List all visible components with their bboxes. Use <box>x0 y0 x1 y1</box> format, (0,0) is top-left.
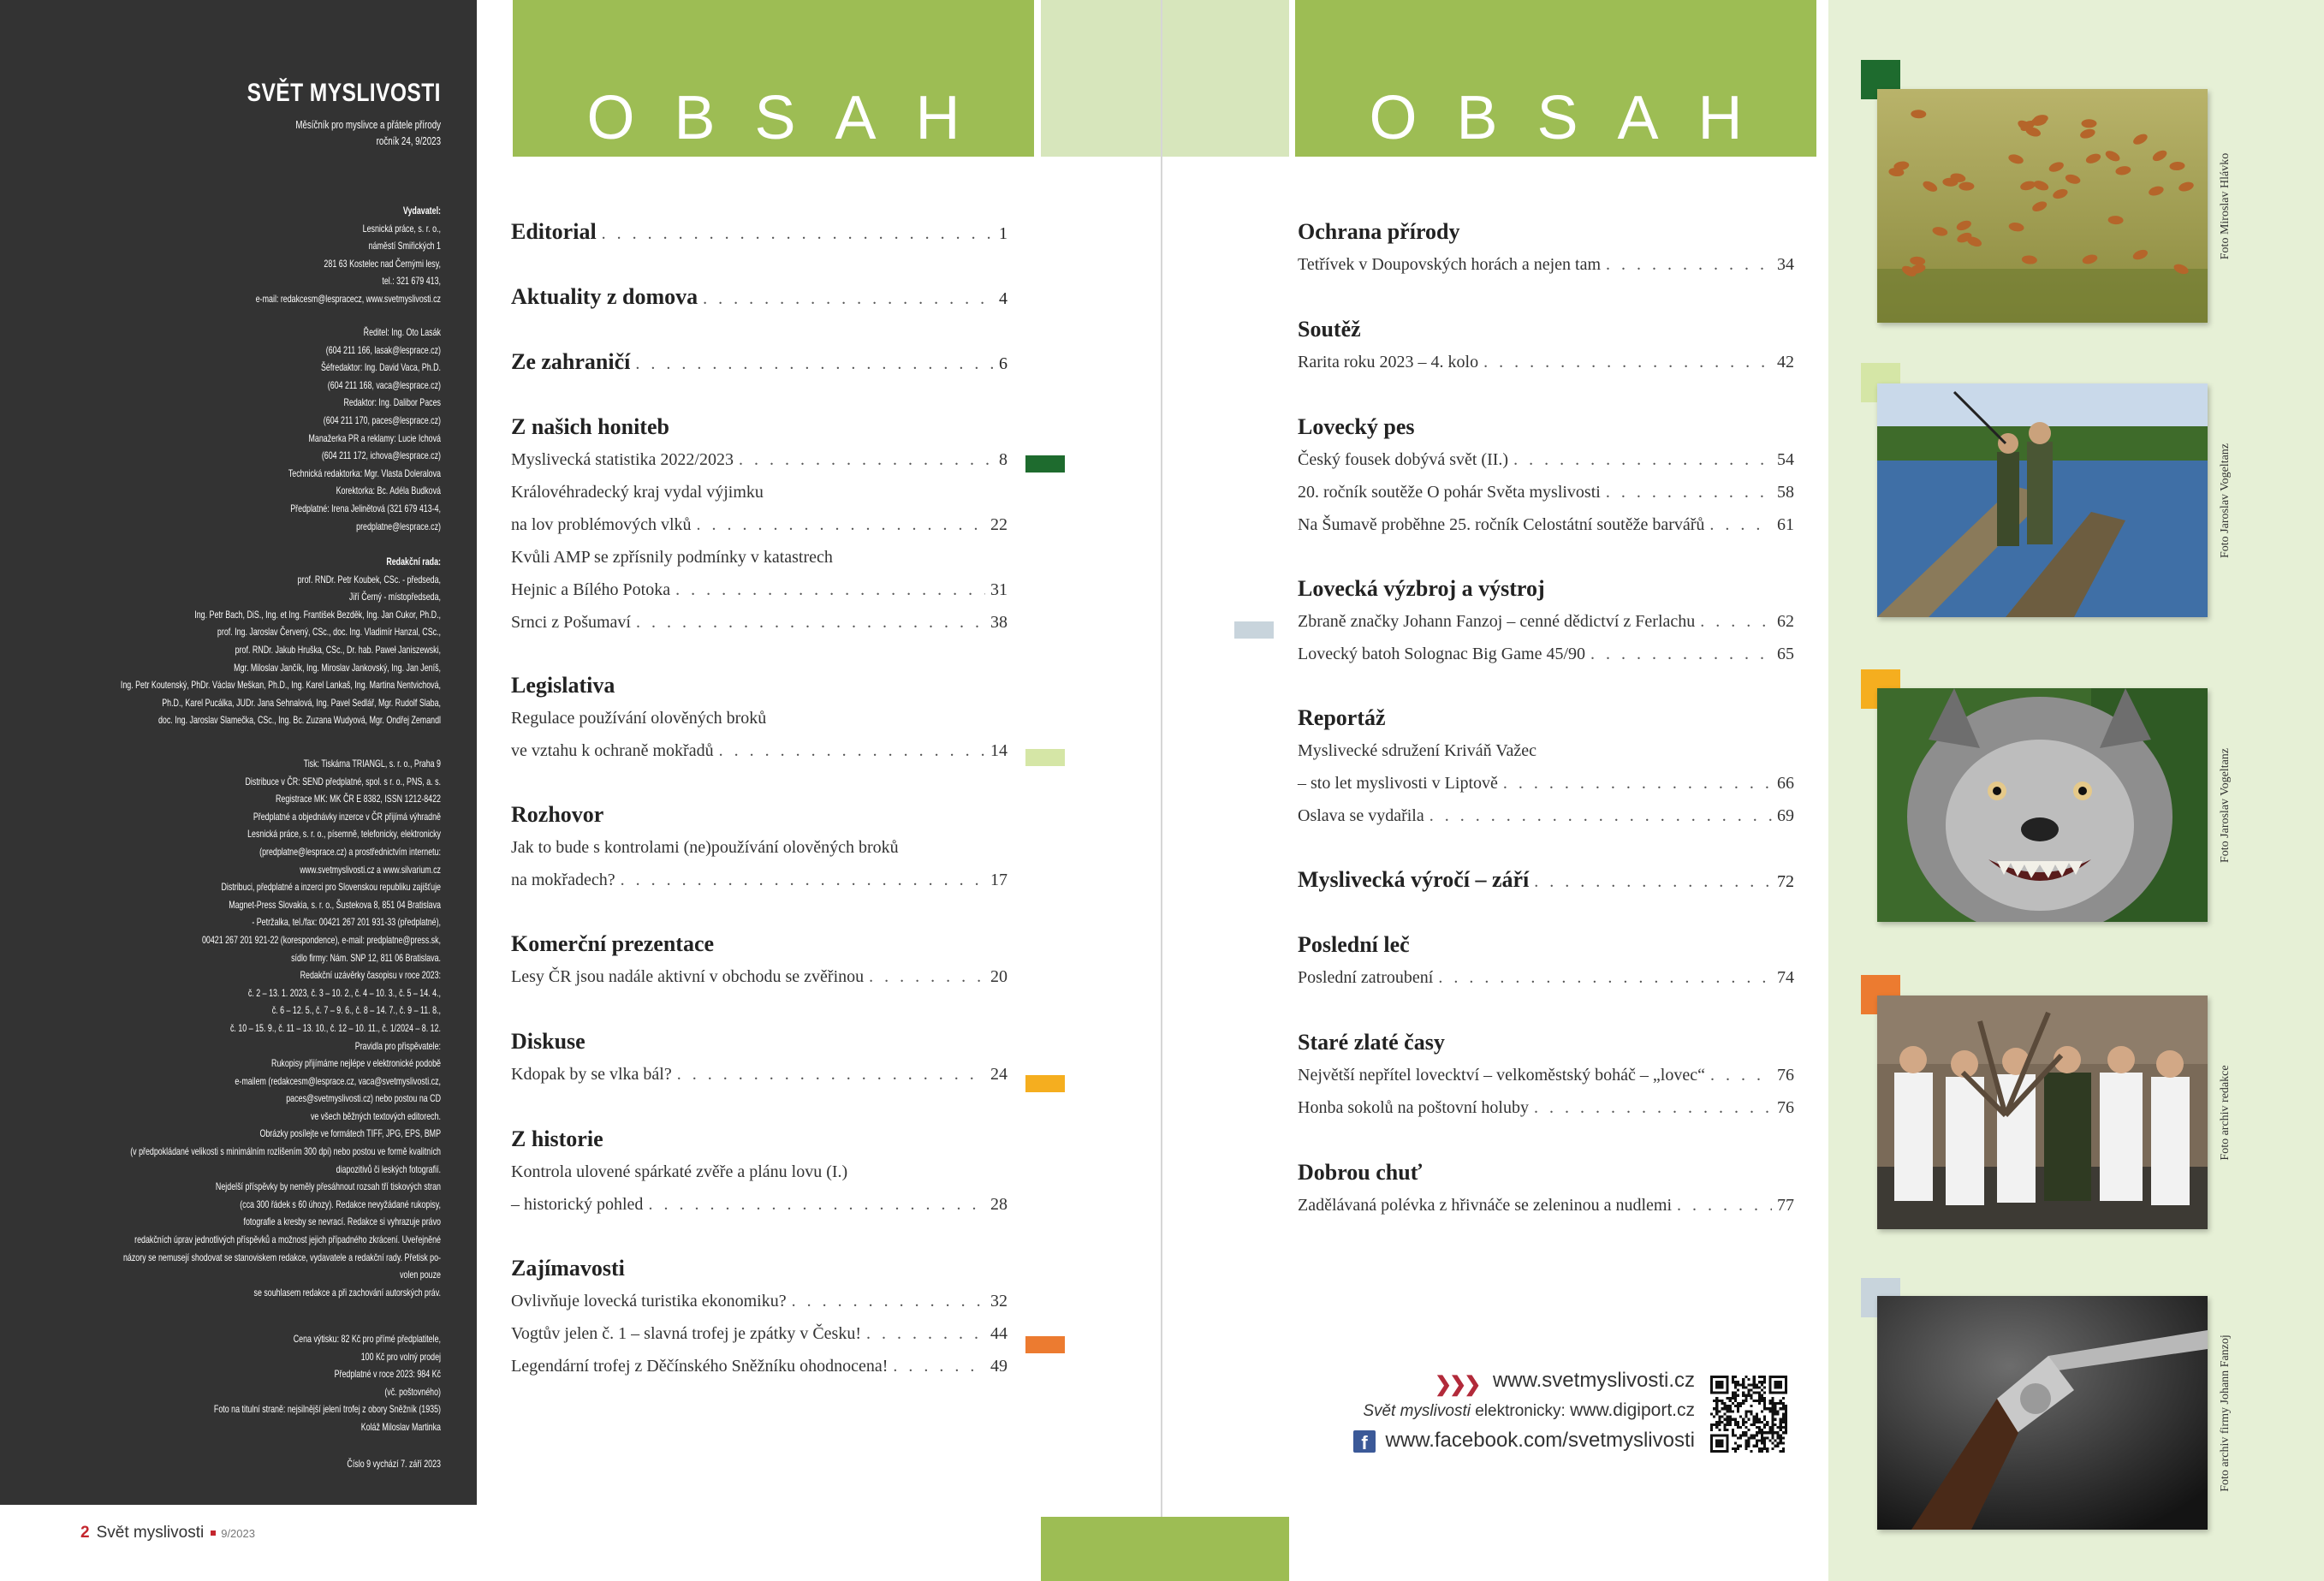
toc-section <box>511 219 1007 252</box>
photo-credit-text: Foto archiv firmy Johann Fanzoj <box>2219 1334 2232 1492</box>
toc-leader-dots <box>697 512 985 538</box>
toc-section <box>1298 932 1794 997</box>
section-color-marker <box>1234 621 1274 639</box>
toc-section <box>511 931 1007 996</box>
masthead-line: Nejdelší příspěvky by neměly přesáhnout rozsah tří tiskových stran <box>215 1180 441 1193</box>
toc-leader-dots <box>602 221 994 247</box>
toc-section-title-text: Myslivecká výročí – září <box>1298 867 1530 892</box>
toc-leader-dots <box>1438 965 1772 990</box>
toc-section-title[interactable] <box>511 219 1007 252</box>
masthead-line: Korektorka: Bc. Adéla Budková <box>336 484 441 497</box>
toc-page-number: 76 <box>1777 1066 1794 1085</box>
arrow-chevrons-icon: ❯❯❯ <box>1435 1373 1479 1396</box>
toc-leader-dots <box>636 609 985 635</box>
masthead-line: (v předpokládané velikosti s minimálním rozlišením 300 dpi) nebo postou ve formě kvalitních <box>130 1145 441 1158</box>
toc-entry-title: ve vztahu k ochraně mokřadů <box>511 741 714 760</box>
toc-page-number: 44 <box>990 1324 1007 1343</box>
page-number: 2 <box>80 1524 90 1542</box>
toc-section <box>511 414 1007 642</box>
toc-entry[interactable] <box>1298 479 1794 512</box>
price-block <box>0 1330 441 1436</box>
masthead-line: fotografie a kresby se nevrací. Redakce si vyhrazuje právo <box>243 1215 441 1228</box>
masthead-line: ve všech běžných textových editorech. <box>310 1109 441 1122</box>
toc-section <box>1298 219 1794 284</box>
toc-section-title[interactable]: Reportáž <box>1298 705 1386 730</box>
toc-entry[interactable] <box>1298 770 1794 803</box>
toc-section <box>511 1126 1007 1224</box>
masthead-line: se souhlasem redakce a při zachování autorských práv. <box>253 1286 441 1299</box>
masthead-line: Ing. Petr Koutenský, PhDr. Václav Meškan, Ph.D., Ing. Karel Lankaš, Ing. Martina Nentvichová, <box>120 679 442 692</box>
masthead-line: Ph.D., Karel Pucálka, JUDr. Jana Sehnalová, Ing. Pavel Sedlář, Mgr. Rudolf Slaba, <box>162 696 441 709</box>
masthead-line: (vč. poštovného) <box>384 1385 441 1398</box>
toc-entry-title: – historický pohled <box>511 1195 644 1214</box>
toc-leader-dots <box>739 447 992 473</box>
toc-entry-title: Zbraně značky Johann Fanzoj – cenné dědictví z Ferlachu <box>1298 612 1696 631</box>
toc-section <box>511 1256 1007 1386</box>
toc-entry[interactable] <box>511 1353 1007 1386</box>
masthead-subtitle <box>47 117 441 150</box>
toc-section-title[interactable] <box>511 284 1007 317</box>
toc-leader-dots <box>1710 1062 1772 1088</box>
toc-leader-dots <box>677 1061 985 1087</box>
toc-entry-title: Zadělávaná polévka z hřivnáče se zeleninou a nudlemi <box>1298 1196 1673 1215</box>
toc-page-number: 22 <box>990 515 1007 534</box>
toc-section <box>1298 414 1794 544</box>
toc-entry-title: Královéhradecký kraj vydal výjimku <box>511 483 764 502</box>
publisher-block <box>0 202 441 308</box>
toc-leader-dots <box>1483 349 1772 375</box>
toc-entry[interactable] <box>1298 738 1794 770</box>
toc-section-title-text: Editorial <box>511 219 597 244</box>
masthead-line: (604 211 170, paces@lesprace.cz) <box>323 413 441 426</box>
toc-entry[interactable] <box>511 1321 1007 1353</box>
toc-entry[interactable] <box>511 964 1007 996</box>
masthead-line: Předplatné a objednávky inzerce v ČR přijímá výhradně <box>253 810 441 823</box>
toc-entry-title: Lesy ČR jsou nadále aktivní v obchodu se zvěřinou <box>511 967 865 986</box>
masthead-line: Distribuci, předplatné a inzerci pro Slovenskou republiku zajišťuje <box>221 881 441 894</box>
masthead-line: Redakční uzávěrky časopisu v roce 2023: <box>300 969 441 982</box>
toc-section-title[interactable]: Rozhovor <box>511 802 604 827</box>
page-folio <box>80 1524 255 1542</box>
toc-page-number: 62 <box>1777 612 1794 631</box>
toc-entry-title: Kvůli AMP se zpřísnily podmínky v katastrech <box>511 548 833 567</box>
toc-page-number: 6 <box>999 354 1007 373</box>
toc-section-title[interactable]: Ochrana přírody <box>1298 219 1460 244</box>
release-text: Číslo 9 vychází 7. září 2023 <box>347 1458 441 1470</box>
toc-entry[interactable] <box>1298 1192 1794 1225</box>
masthead-line: www.svetmyslivosti.cz a www.silvarium.cz <box>300 863 441 876</box>
toc-section-title[interactable]: Legislativa <box>511 673 615 698</box>
masthead-line: Rukopisy přijímáme nejlépe v elektronické podobě <box>271 1057 441 1070</box>
photo-credit <box>2208 688 2243 922</box>
masthead-line: (604 211 166, lasak@lesprace.cz) <box>325 343 441 356</box>
toc-section-title[interactable]: Dobrou chuť <box>1298 1160 1423 1185</box>
toc-leader-dots <box>1429 803 1772 829</box>
toc-leader-dots <box>1513 447 1772 473</box>
masthead-line: Jiří Černý - místopředseda, <box>348 591 441 603</box>
digital-text: elektronicky: <box>1470 1402 1571 1420</box>
header-spacer-block <box>1041 0 1289 157</box>
contents-heading: OBSAH <box>586 84 1000 152</box>
toc-entry-title: Na Šumavě proběhne 25. ročník Celostátní soutěže barvářů <box>1298 515 1705 534</box>
toc-entry-title: Rarita roku 2023 – 4. kolo <box>1298 353 1479 371</box>
masthead-line: Foto na titulní straně: nejsilnější jelení trofej z obory Sněžník (1935) <box>213 1403 441 1416</box>
photo-men-with-trophy <box>1877 996 2208 1229</box>
toc-leader-dots <box>1503 770 1772 796</box>
digital-edition-line <box>1363 1398 1695 1424</box>
toc-section-title[interactable]: Komerční prezentace <box>511 931 715 956</box>
toc-entry[interactable] <box>511 512 1007 544</box>
toc-leader-dots <box>893 1353 985 1379</box>
masthead-line: Obrázky posílejte ve formátech TIFF, JPG, EPS, BMP <box>259 1127 441 1140</box>
photo-credit <box>2208 383 2243 617</box>
toc-page-number: 74 <box>1777 968 1794 987</box>
masthead-line: Technická redaktorka: Mgr. Vlasta Doleralova <box>288 467 441 479</box>
toc-entry[interactable] <box>1298 965 1794 997</box>
toc-page-number: 49 <box>990 1357 1007 1376</box>
toc-entry[interactable] <box>511 609 1007 642</box>
photo-hunters-lake <box>1877 383 2208 617</box>
masthead-line: doc. Ing. Jaroslav Slamečka, CSc., Ing. Bc. Zuzana Wudyová, Mgr. Ondřej Zemandl <box>158 714 441 727</box>
masthead-line: volen pouze <box>400 1269 441 1281</box>
contents-heading: OBSAH <box>1369 84 1782 152</box>
masthead-line: Šéfredaktor: Ing. David Vaca, Ph.D. <box>320 361 441 374</box>
masthead-line: Předplatné v roce 2023: 984 Kč <box>334 1368 441 1381</box>
toc-section-title[interactable] <box>1298 867 1794 900</box>
toc-entry-title: Srnci z Pošumaví <box>511 613 631 632</box>
masthead-line: Tisk: Tiskárna TRIANGL, s. r. o., Praha 9 <box>303 758 441 770</box>
toc-entry[interactable] <box>511 577 1007 609</box>
toc-entry[interactable] <box>511 867 1007 900</box>
toc-leader-dots <box>1590 641 1772 667</box>
masthead-line: (predplatne@lesprace.cz) a prostřednictvím internetu: <box>259 845 441 858</box>
masthead-line: prof. Ing. Jaroslav Červený, CSc., doc. Ing. Vladimír Hanzal, CSc., <box>217 626 441 639</box>
toc-entry-title: – sto let myslivosti v Liptově <box>1298 774 1498 793</box>
masthead-line: prof. RNDr. Petr Koubek, CSc. - předseda, <box>297 573 441 585</box>
toc-leader-dots <box>792 1288 985 1314</box>
toc-entry-title: na lov problémových vlků <box>511 515 692 534</box>
masthead-line: e-mailem (redakcesm@lesprace.cz, vaca@svetmyslivosti.cz, <box>235 1074 441 1087</box>
digiport-link[interactable]: www.digiport.cz <box>1570 1400 1695 1420</box>
toc-entry[interactable] <box>511 1192 1007 1224</box>
masthead-line: č. 6 – 12. 5., č. 7 – 9. 6., č. 8 – 14. 7., č. 9 – 11. 8., <box>271 1004 441 1017</box>
masthead-column <box>0 0 477 1505</box>
toc-entry-title: Legendární trofej z Děčínského Sněžníku ohodnocena! <box>511 1357 889 1376</box>
masthead-line: Redaktor: Ing. Dalibor Paces <box>343 396 441 409</box>
masthead-line: Registrace MK: MK ČR E 8382, ISSN 1212-8422 <box>276 793 441 805</box>
toc-entry[interactable] <box>511 447 1007 479</box>
toc-section-title[interactable]: Z našich honiteb <box>511 414 669 439</box>
toc-page-number: 77 <box>1777 1196 1794 1215</box>
masthead-line: náměstí Smiřických 1 <box>368 240 441 253</box>
toc-section-title[interactable] <box>511 349 1007 382</box>
toc-page-number: 54 <box>1777 450 1794 469</box>
toc-page-number: 20 <box>990 967 1007 986</box>
toc-section-title[interactable]: Z historie <box>511 1126 603 1151</box>
toc-section <box>511 349 1007 382</box>
toc-leader-dots <box>621 867 985 893</box>
masthead-line: 00421 267 201 921-22 (korespondence), e-mail: predplatne@press.sk, <box>201 933 441 946</box>
toc-leader-dots <box>719 738 985 764</box>
footer-green-block <box>1041 1517 1289 1581</box>
toc-section-title-text: Aktuality z domova <box>511 284 698 309</box>
toc-entry[interactable] <box>1298 1095 1794 1127</box>
folio-square-icon <box>211 1530 216 1536</box>
toc-section <box>1298 1030 1794 1127</box>
toc-section-title[interactable]: Lovecký pes <box>1298 414 1415 439</box>
photo-engraved-rifle <box>1877 1296 2208 1530</box>
section-color-marker <box>1025 455 1065 473</box>
facebook-link[interactable]: www.facebook.com/svetmyslivosti <box>1385 1429 1695 1452</box>
toc-entry[interactable] <box>1298 252 1794 284</box>
toc-leader-dots <box>635 351 994 377</box>
toc-entry-title: 20. ročník soutěže O pohár Světa myslivosti <box>1298 483 1601 502</box>
toc-entry-title: Ovlivňuje lovecká turistika ekonomiku? <box>511 1292 787 1311</box>
masthead-line: Manažerka PR a reklamy: Lucie Ichová <box>308 431 441 444</box>
toc-entry[interactable] <box>511 479 1007 512</box>
toc-entry-title: Tetřívek v Doupovských horách a nejen tam <box>1298 255 1602 274</box>
masthead-line: č. 10 – 15. 9., č. 11 – 13. 10., č. 12 – 10. 11., č. 1/2024 – 8. 12. <box>229 1021 441 1034</box>
toc-entry-title: Hejnic a Bílého Potoka <box>511 580 671 599</box>
toc-page-number: 24 <box>990 1065 1007 1084</box>
photo-credit <box>2208 89 2243 323</box>
toc-section-title[interactable]: Lovecká výzbroj a výstroj <box>1298 576 1545 601</box>
qr-code-icon <box>1710 1376 1787 1453</box>
toc-entry[interactable] <box>1298 447 1794 479</box>
toc-section-title[interactable]: Soutěž <box>1298 317 1361 342</box>
masthead-line: predplatne@lesprace.cz) <box>356 520 441 532</box>
toc-entry[interactable] <box>1298 641 1794 674</box>
toc-section <box>511 802 1007 900</box>
toc-entry[interactable] <box>511 705 1007 738</box>
toc-page-number: 28 <box>990 1195 1007 1214</box>
toc-entry[interactable] <box>1298 803 1794 835</box>
toc-leader-dots <box>1606 252 1772 277</box>
masthead-subtitle-line: ročník 24, 9/2023 <box>376 135 441 147</box>
toc-entry[interactable] <box>511 1159 1007 1192</box>
masthead-line: Lesnická práce, s. r. o., <box>362 222 441 235</box>
masthead-line: paces@svetmyslivosti.cz) nebo postou na CD <box>286 1092 441 1105</box>
toc-page-number: 76 <box>1777 1098 1794 1117</box>
masthead-line: Lesnická práce, s. r. o., písemně, telefonicky, elektronicky <box>247 828 441 841</box>
masthead-line: redakčních úprav jednotlivých příspěvků a možnost jejich případného zkrácení. Uveřejněné <box>134 1233 442 1246</box>
toc-entry-title: Oslava se vydařila <box>1298 806 1424 825</box>
toc-entry[interactable] <box>1298 512 1794 544</box>
masthead-line: Magnet-Press Slovakia, s. r. o., Šustekova 8, 851 04 Bratislava <box>229 898 441 911</box>
masthead-line: 281 63 Kostelec nad Černými lesy, <box>324 257 441 270</box>
toc-leader-dots <box>703 286 994 312</box>
staff-block <box>0 324 441 535</box>
masthead-title: SVĚT MYSLIVOSTI <box>247 79 441 107</box>
toc-page-number: 1 <box>999 224 1007 243</box>
masthead-line: Distribuce v ČR: SEND předplatné, spol. s r. o., PNS, a. s. <box>245 775 441 788</box>
toc-page-number: 31 <box>990 580 1007 599</box>
contents-header-left <box>513 0 1034 157</box>
toc-entry-title: Lovecký batoh Solognac Big Game 45/90 <box>1298 645 1586 663</box>
print-info-block <box>0 755 441 1301</box>
toc-page-number: 4 <box>999 289 1007 308</box>
photo-credit-text: Foto Jaroslav Vogeltanz <box>2219 443 2232 558</box>
release-note <box>0 1455 441 1473</box>
toc-entry-title: Největší nepřítel lovecktví – velkoměstský boháč – „lovec“ <box>1298 1066 1705 1085</box>
toc-entry[interactable] <box>511 835 1007 867</box>
toc-entry[interactable] <box>511 544 1007 577</box>
photo-credit <box>2208 1296 2243 1530</box>
toc-leader-dots <box>648 1192 985 1217</box>
toc-section-title[interactable]: Poslední leč <box>1298 932 1410 957</box>
masthead-line: Cena výtisku: 82 Kč pro přímé předplatitele, <box>293 1333 441 1345</box>
toc-entry-title: Kdopak by se vlka bál? <box>511 1065 672 1084</box>
toc-entry[interactable] <box>1298 1062 1794 1095</box>
toc-page-number: 61 <box>1777 515 1794 534</box>
toc-page-number: 65 <box>1777 645 1794 663</box>
toc-entry[interactable] <box>511 1061 1007 1094</box>
masthead-line: tel.: 321 679 413, <box>382 275 441 288</box>
section-color-marker <box>1025 749 1065 766</box>
section-color-marker <box>1025 1336 1065 1353</box>
toc-section <box>511 1029 1007 1094</box>
toc-entry-title: Honba sokolů na poštovní holuby <box>1298 1098 1529 1117</box>
masthead-line: (604 211 168, vaca@lesprace.cz) <box>327 378 441 391</box>
toc-entry[interactable] <box>511 1288 1007 1321</box>
photo-credit-text: Foto Miroslav Hlávko <box>2219 152 2232 259</box>
toc-leader-dots <box>1700 609 1772 634</box>
section-color-marker <box>1025 1075 1065 1092</box>
toc-page-number: 69 <box>1777 806 1794 825</box>
toc-leader-dots <box>675 577 985 603</box>
masthead-line: (cca 300 řádek s 60 úhozy). Redakce nevyžádané rukopisy, <box>240 1198 441 1210</box>
page-spine-divider <box>1161 0 1162 1581</box>
toc-entry-title: Vogtův jelen č. 1 – slavná trofej je zpátky v Česku! <box>511 1324 861 1343</box>
facebook-icon: f <box>1353 1430 1376 1453</box>
magazine-name: Svět myslivosti <box>96 1524 205 1542</box>
photo-snarling-wolf <box>1877 688 2208 922</box>
toc-leader-dots <box>1709 512 1772 538</box>
toc-entry-title: Myslivecká statistika 2022/2023 <box>511 450 734 469</box>
toc-entry-title: Český fousek dobývá svět (II.) <box>1298 450 1509 469</box>
block-heading: Redakční rada: <box>386 556 441 568</box>
toc-page-number: 8 <box>999 450 1007 469</box>
toc-section <box>1298 705 1794 835</box>
masthead-line: Ředitel: Ing. Oto Lasák <box>363 326 441 338</box>
masthead-line: e-mail: redakcesm@lespracecz, www.svetmyslivosti.cz <box>255 292 441 305</box>
toc-entry-title: na mokřadech? <box>511 871 615 889</box>
masthead-line: prof. RNDr. Jakub Hruška, CSc., Dr. hab. Paweł Janiszewski, <box>235 643 441 656</box>
masthead-line: Předplatné: Irena Jelinětová (321 679 413-4, <box>290 502 441 514</box>
toc-page-number: 14 <box>990 741 1007 760</box>
masthead-line: - Petržalka, tel./fax: 00421 267 201 931-33 (předplatné), <box>252 916 441 929</box>
contents-header-right <box>1295 0 1816 157</box>
toc-page-number: 17 <box>990 871 1007 889</box>
masthead-line: sídlo firmy: Nám. SNP 12, 811 06 Bratislava. <box>291 951 441 964</box>
digital-label: Svět myslivosti <box>1363 1402 1471 1420</box>
toc-leader-dots <box>1677 1192 1772 1218</box>
toc-entry[interactable] <box>1298 349 1794 382</box>
toc-entry[interactable] <box>511 738 1007 770</box>
masthead-line: (604 211 172, ichova@lesprace.cz) <box>321 449 441 462</box>
toc-page-number: 34 <box>1777 255 1794 274</box>
toc-section <box>1298 576 1794 674</box>
toc-leader-dots <box>1534 869 1772 895</box>
masthead-line: Ing. Petr Bach, DiS., Ing. et Ing. František Bezděk, Ing. Jan Cukor, Ph.D., <box>194 608 441 621</box>
masthead-line: Pravidla pro přispěvatele: <box>354 1039 441 1052</box>
photo-credit-text: Foto archiv redakce <box>2219 1064 2232 1161</box>
photo-credit <box>2208 996 2243 1229</box>
toc-entry-title: Kontrola ulovené spárkaté zvěře a plánu lovu (I.) <box>511 1162 848 1181</box>
toc-section-title[interactable]: Staré zlaté časy <box>1298 1030 1445 1055</box>
toc-entry[interactable] <box>1298 609 1794 641</box>
toc-page-number: 58 <box>1777 483 1794 502</box>
toc-leader-dots <box>866 1321 985 1346</box>
toc-entry-title: Myslivecké sdružení Kriváň Važec <box>1298 741 1536 760</box>
masthead-line: 100 Kč pro volný prodej <box>360 1350 441 1363</box>
photo-credit-text: Foto Jaroslav Vogeltanz <box>2219 747 2232 863</box>
toc-section-title[interactable]: Zajímavosti <box>511 1256 625 1281</box>
editorial-board-block <box>0 553 441 729</box>
toc-page-number: 32 <box>990 1292 1007 1311</box>
toc-page-number: 38 <box>990 613 1007 632</box>
toc-section <box>1298 317 1794 382</box>
toc-section-title[interactable]: Diskuse <box>511 1029 585 1054</box>
issue-number: 9/2023 <box>221 1526 255 1540</box>
toc-section <box>1298 867 1794 900</box>
toc-section-title-text: Ze zahraničí <box>511 349 631 374</box>
block-heading: Vydavatel: <box>402 205 441 217</box>
toc-page-number: 66 <box>1777 774 1794 793</box>
photo-deer-herd <box>1877 89 2208 323</box>
toc-entry-title: Regulace používání olověných broků <box>511 709 767 728</box>
masthead-subtitle-line: Měsíčník pro myslivce a přátele přírody <box>295 119 441 131</box>
toc-section <box>511 284 1007 317</box>
toc-leader-dots <box>1606 479 1772 505</box>
toc-page-number: 42 <box>1777 353 1794 371</box>
toc-leader-dots <box>869 964 985 990</box>
toc-entry-title: Jak to bude s kontrolami (ne)používání olověných broků <box>511 838 899 857</box>
toc-section <box>511 673 1007 770</box>
masthead-line: Mgr. Miloslav Jančík, Ing. Miroslav Jankovský, Ing. Jan Jeníš, <box>234 661 441 674</box>
masthead-line: Koláž Miloslav Martinka <box>360 1420 441 1433</box>
toc-leader-dots <box>1534 1095 1772 1120</box>
toc-entry-title: Poslední zatroubení <box>1298 968 1434 987</box>
masthead-line: diapozitivů či leských fotografií. <box>336 1162 441 1175</box>
masthead-line: č. 2 – 13. 1. 2023, č. 3 – 10. 2., č. 4 – 10. 3., č. 5 – 14. 4., <box>247 986 441 999</box>
toc-page-number: 72 <box>1777 872 1794 891</box>
toc-section <box>1298 1160 1794 1225</box>
masthead-line: názory se nemusejí shodovat se stanoviskem redakce, vydavatele a redakční rady. Přetisk po- <box>122 1251 441 1263</box>
website-link[interactable]: www.svetmyslivosti.cz <box>1492 1369 1695 1392</box>
